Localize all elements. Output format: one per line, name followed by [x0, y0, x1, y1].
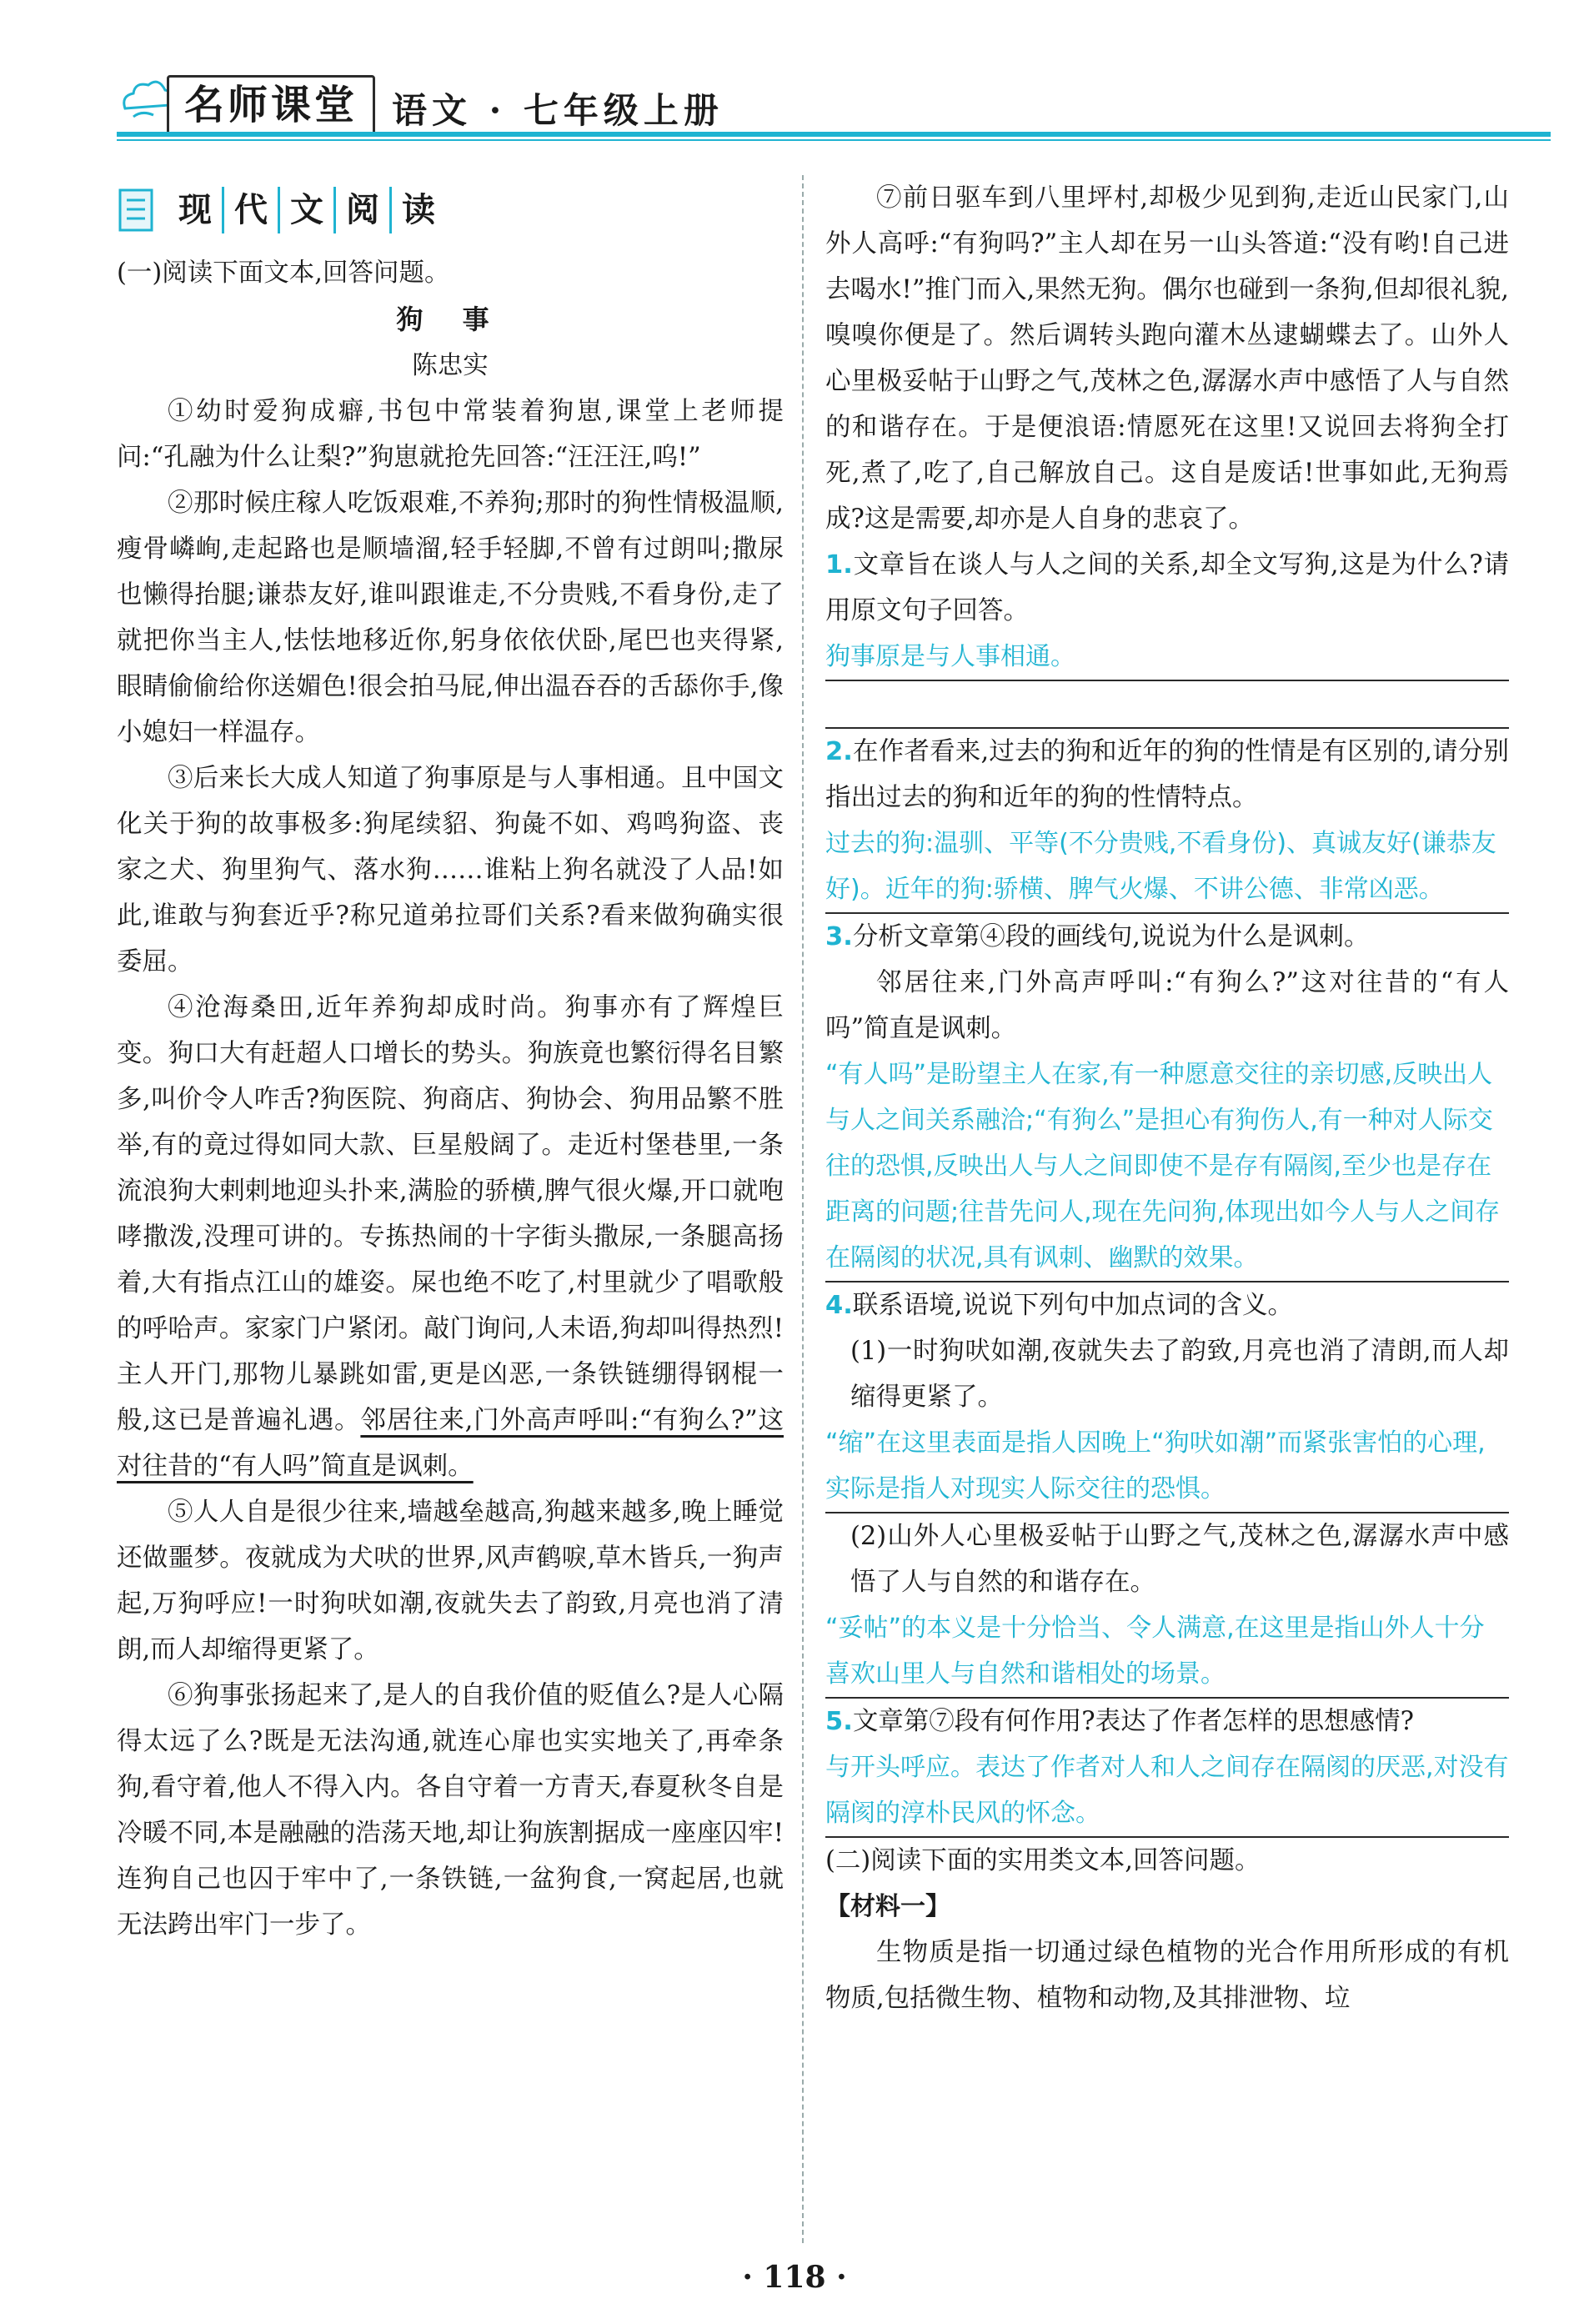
- question-text: 文章旨在谈人与人之间的关系,却全文写狗,这是为什么?请用原文句子回答。: [825, 550, 1509, 625]
- paragraph: ⑥狗事张扬起来了,是人的自我价值的贬值么?是人心隔得太远了么?既是无法沟通,就连心扉也实实地关了,再牵条狗,看守着,他人不得入内。各自守着一方青天,春夏秋冬自是冷暖不同,本是融融的浩荡天地,却让狗族割据成一座座囚牢!连狗自己也囚于牢中了,一条铁链,一盆狗食,一窝起居,也就无法跨出牢门一步了。: [117, 1681, 784, 1940]
- question-text: 在作者看来,过去的狗和近年的狗的性情是有区别的,请分别指出过去的狗和近年的狗的性情特点。: [825, 737, 1509, 812]
- answer: “缩”在这里表面是指人因晚上“狗吠如潮”而紧张害怕的心理,实际是指人对现实人际交往的恐惧。: [825, 1420, 1509, 1513]
- subject-title: 语文 · 七年级上册: [392, 90, 724, 131]
- question-number: 1.: [825, 550, 853, 580]
- underlined-sentence: 邻居往来,门外高声呼叫:“有狗么?”这对往昔的“有人吗”简直是讽刺。: [117, 1406, 784, 1481]
- answer: 狗事原是与人事相通。: [825, 634, 1509, 681]
- answer: “有人吗”是盼望主人在家,有一种愿意交往的亲切感,反映出人与人之间关系融洽;“有狗么”是担心有狗伤人,有一种对人际交往的恐惧,反映出人与人之间即使不是存有隔阂,至少也是存在距离的问题;往昔先问人,现在先问狗,体现出如今人与人之间存在隔阂的状况,具有讽刺、幽默的效果。: [825, 1052, 1509, 1282]
- part1-intro: (一)阅读下面文本,回答问题。: [117, 259, 450, 288]
- question-number: 5.: [825, 1707, 853, 1736]
- paragraph: ②那时候庄稼人吃饭艰难,不养狗;那时的狗性情极温顺,瘦骨嶙峋,走起路也是顺墙溜,轻手轻脚,不曾有过朗叫;撒尿也懒得抬腿;谦恭友好,谁叫跟谁走,不分贵贱,不看身份,走了就把你当主人,怯怯地移近你,躬身依依伏卧,尾巴也夹得紧,眼睛偷偷给你送媚色!很会拍马屁,伸出温吞吞的舌舔你手,像小媳妇一样温存。: [117, 489, 784, 747]
- question: [825, 914, 1509, 960]
- quoted-sentence: 邻居往来,门外高声呼叫:“有狗么?”这对往昔的“有人吗”简直是讽刺。: [825, 968, 1509, 1043]
- question: [825, 1699, 1509, 1744]
- question: [825, 542, 1509, 634]
- question-text: 分析文章第④段的画线句,说说为什么是讽刺。: [852, 922, 1370, 951]
- article-author: 陈忠实: [412, 351, 489, 380]
- question-text: 文章第⑦段有何作用?表达了作者怎样的思想感情?: [852, 1707, 1415, 1736]
- question: [825, 729, 1509, 821]
- brand-logo: 名师课堂: [167, 75, 375, 135]
- section-char: 代: [224, 187, 280, 233]
- header-rule-thin: [117, 139, 1551, 141]
- left-column: [117, 175, 784, 1948]
- page-number: · 118 ·: [742, 2260, 847, 2295]
- section-icon: [117, 187, 157, 233]
- question-number: 3.: [825, 922, 853, 951]
- paragraph: 生物质是指一切通过绿色植物的光合作用所形成的有机物质,包括微生物、植物和动物,及其排泄物、垃: [825, 1938, 1509, 2013]
- sub-question: (1)一时狗吠如潮,夜就失去了韵致,月亮也消了清朗,而人却缩得更紧了。: [850, 1337, 1509, 1412]
- section-char: 现: [168, 187, 224, 233]
- page-header: [117, 58, 1534, 135]
- question-text: 联系语境,说说下列句中加点词的含义。: [852, 1291, 1294, 1320]
- paragraph: ⑦前日驱车到八里坪村,却极少见到狗,走近山民家门,山外人高呼:“有狗吗?”主人却在另一山头答道:“没有哟!自己进去喝水!”推门而入,果然无狗。偶尔也碰到一条狗,但却很礼貌,嗅嗅你便是了。然后调转头跑向灌木丛逮蝴蝶去了。山外人心里极妥帖于山野之气,茂林之色,潺潺水声中感悟了人与自然的和谐存在。于是便浪语:情愿死在这里!又说回去将狗全打死,煮了,吃了,自己解放自己。这自是废话!世事如此,无狗焉成?这是需要,却亦是人自身的悲哀了。: [825, 183, 1509, 534]
- column-divider: [802, 175, 804, 2243]
- answer: 过去的狗:温驯、平等(不分贵贱,不看身份)、真诚友好(谦恭友好)。近年的狗:骄横、脾气火爆、不讲公德、非常凶恶。: [825, 821, 1509, 914]
- section-heading: [117, 177, 784, 243]
- paragraph-text: ④沧海桑田,近年养狗却成时尚。狗事亦有了辉煌巨变。狗口大有赶超人口增长的势头。狗族竟也繁衍得名目繁多,叫价令人咋舌?狗医院、狗商店、狗协会、狗用品繁不胜举,有的竟过得如同大款、巨星般阔了。走近村堡巷里,一条流浪狗大剌剌地迎头扑来,满脸的骄横,脾气很火爆,开口就咆哮撒泼,没理可讲的。专拣热闹的十字街头撒尿,一条腿高扬着,大有指点江山的雄姿。屎也绝不吃了,村里就少了唱歌般的呼哈声。家家门户紧闭。敲门询问,人未语,狗却叫得热烈!主人开门,那物儿暴跳如雷,更是凶恶,一条铁链绷得钢棍一般,这已是普遍礼遇。: [117, 993, 784, 1435]
- material-label: 【材料一】: [825, 1892, 950, 1921]
- part2-intro: (二)阅读下面的实用类文本,回答问题。: [825, 1846, 1261, 1875]
- paragraph: ①幼时爱狗成癖,书包中常装着狗崽,课堂上老师提问:“孔融为什么让梨?”狗崽就抢先回答:“汪汪汪,呜!”: [117, 397, 784, 472]
- paragraph: ⑤人人自是很少往来,墙越垒越高,狗越来越多,晚上睡觉还做噩梦。夜就成为犬吠的世界,风声鹤唳,草木皆兵,一狗声起,万狗呼应!一时狗吠如潮,夜就失去了韵致,月亮也消了清朗,而人却缩得更紧了。: [117, 1498, 784, 1664]
- sub-question: (2)山外人心里极妥帖于山野之气,茂林之色,潺潺水声中感悟了人与自然的和谐存在。: [850, 1522, 1509, 1597]
- answer-line: [825, 681, 1509, 729]
- answer: “妥帖”的本义是十分恰当、令人满意,在这里是指山外人十分喜欢山里人与自然和谐相处的场景。: [825, 1605, 1509, 1699]
- section-char: 阅: [336, 187, 392, 233]
- article-title: 狗 事: [396, 304, 504, 335]
- question: [825, 1282, 1509, 1328]
- question-number: 4.: [825, 1291, 853, 1320]
- header-rule: [117, 132, 1551, 137]
- question-number: 2.: [825, 737, 853, 766]
- answer: 与开头呼应。表达了作者对人和人之间存在隔阂的厌恶,对没有隔阂的淳朴民风的怀念。: [825, 1744, 1509, 1838]
- section-char: 文: [280, 187, 336, 233]
- section-char: 读: [402, 191, 435, 229]
- paragraph: ③后来长大成人知道了狗事原是与人事相通。且中国文化关于狗的故事极多:狗尾续貂、狗彘不如、鸡鸣狗盗、丧家之犬、狗里狗气、落水狗……谁粘上狗名就没了人品!如此,谁敢与狗套近乎?称兄道弟拉哥们关系?看来做狗确实很委屈。: [117, 764, 784, 976]
- paragraph: [117, 985, 784, 1489]
- right-column: [825, 175, 1509, 2021]
